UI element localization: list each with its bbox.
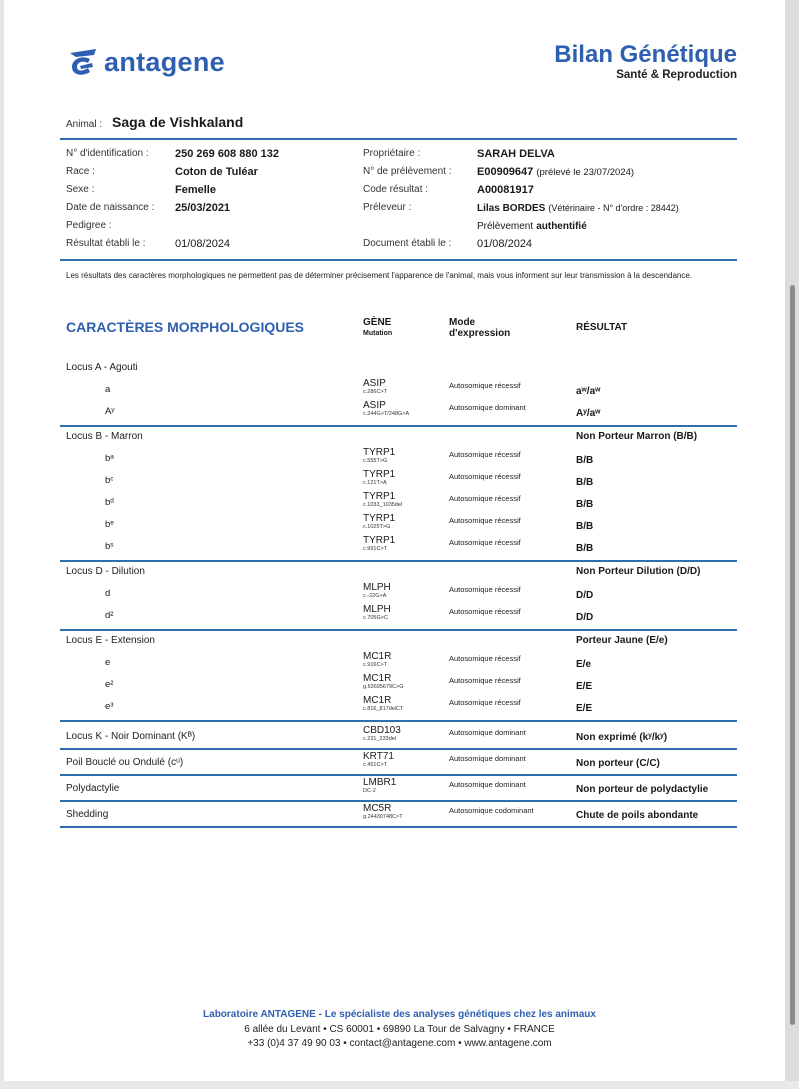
- trait-row: [60, 750, 737, 774]
- gene-cell: [363, 514, 395, 530]
- mutation-code: c.991C>T: [363, 546, 387, 552]
- expression-mode: Autosomique récessif: [449, 472, 521, 481]
- trait-row: [60, 802, 737, 826]
- expression-mode: Autosomique récessif: [449, 607, 521, 616]
- allele-row: [60, 513, 737, 535]
- disclaimer-text: Les résultats des caractères morphologiques ne permettent pas de déterminer précisement l'apparence de l'animal, mais vous informent sur leur transmission à la descendance.: [66, 271, 693, 280]
- footer-contact: +33 (0)4 37 49 90 03 • contact@antagene.com • www.antagene.com: [247, 1038, 552, 1049]
- allele-symbol: Aʸ: [105, 406, 115, 417]
- gene-name: LMBR1: [363, 777, 397, 788]
- breed-value: Coton de Tuléar: [175, 166, 258, 178]
- gene-cell: [363, 674, 404, 690]
- gene-cell: [363, 778, 396, 794]
- animal-label: Animal :: [66, 119, 103, 130]
- gene-name: MLPH: [363, 582, 391, 593]
- gene-name: MC5R: [363, 803, 392, 814]
- gene-cell: [363, 470, 395, 486]
- divider: [60, 560, 737, 562]
- trait-name: Poil Bouclé ou Ondulé (cᵘ): [66, 757, 184, 768]
- expression-mode: Autosomique récessif: [449, 381, 521, 390]
- gene-name: KRT71: [363, 751, 394, 762]
- allele-result: B/B: [576, 521, 594, 532]
- doc-date-label: Document établi le :: [363, 238, 452, 249]
- locus-name: Locus A - Agouti: [66, 362, 138, 373]
- gene-cell: [363, 696, 403, 712]
- brand-logo: [66, 44, 225, 80]
- breed-label: Race :: [66, 166, 95, 177]
- mutation-code: c.231_233del: [363, 736, 397, 742]
- expression-mode: Autosomique récessif: [449, 585, 521, 594]
- viewer-frame-bottom: [0, 1081, 799, 1089]
- locus-header-row: [60, 360, 737, 378]
- result-date-label: Résultat établi le :: [66, 238, 146, 249]
- allele-row: [60, 378, 737, 400]
- gene-name: TYRP1: [363, 513, 396, 524]
- allele-result: B/B: [576, 543, 594, 554]
- allele-result: D/D: [576, 590, 594, 601]
- gene-name: TYRP1: [363, 469, 396, 480]
- mutation-code: c.451C>T: [363, 762, 387, 768]
- expression-mode: Autosomique récessif: [449, 698, 521, 707]
- identity-row: [66, 184, 736, 202]
- trait-name: Locus K - Noir Dominant (Kᴮ): [66, 731, 196, 742]
- animal-name-line: [66, 114, 243, 130]
- divider: [60, 425, 737, 427]
- allele-row: [60, 400, 737, 422]
- mutation-code: g.63695679C>G: [363, 684, 404, 690]
- locus-header-row: [60, 564, 737, 582]
- allele-row: [60, 582, 737, 604]
- document-subtitle: Santé & Reproduction: [616, 69, 737, 81]
- locus-result: Porteur Jaune (E/e): [576, 635, 668, 646]
- auth-status: authentifié: [536, 221, 587, 232]
- gene-header-label: GÈNE: [363, 317, 392, 328]
- trait-result: Non porteur (C/C): [576, 758, 660, 769]
- allele-symbol: bᵃ: [105, 453, 114, 464]
- expression-mode: Autosomique récessif: [449, 516, 521, 525]
- trait-result: Non porteur de polydactylie: [576, 784, 709, 795]
- expression-mode: Autosomique récessif: [449, 654, 521, 663]
- trait-result: Non exprimé (kʸ/kʸ): [576, 732, 668, 743]
- allele-symbol: bᵉ: [105, 519, 114, 530]
- allele-symbol: d: [105, 588, 111, 599]
- locus-header-row: [60, 633, 737, 651]
- expression-mode: Autosomique dominant: [449, 403, 526, 412]
- id-label: N° d'identification :: [66, 148, 149, 159]
- column-header-result: RÉSULTAT: [576, 322, 628, 333]
- gene-cell: [363, 536, 395, 552]
- gene-cell: [363, 448, 395, 464]
- gene-cell: [363, 492, 402, 508]
- owner-label: Propriétaire :: [363, 148, 421, 159]
- mutation-code: c.1025T>G: [363, 524, 391, 530]
- auth-prefix: Prélèvement: [477, 221, 534, 232]
- allele-row: [60, 651, 737, 673]
- allele-row: [60, 469, 737, 491]
- allele-result: B/B: [576, 455, 594, 466]
- gene-name: TYRP1: [363, 491, 396, 502]
- allele-row: [60, 447, 737, 469]
- locus-header-row: [60, 429, 737, 447]
- trait-row: [60, 724, 737, 748]
- gene-cell: [363, 379, 387, 395]
- trait-result: Chute de poils abondante: [576, 810, 699, 821]
- mutation-code: c.916C>T: [363, 662, 387, 668]
- identity-row: [66, 202, 736, 220]
- allele-result: D/D: [576, 612, 594, 623]
- expression-mode: Autosomique récessif: [449, 494, 521, 503]
- sampler-label: Préleveur :: [363, 202, 412, 213]
- allele-symbol: bˢ: [105, 541, 114, 552]
- gene-cell: [363, 652, 391, 668]
- mutation-header-label: Mutation: [363, 330, 393, 337]
- gene-name: TYRP1: [363, 447, 396, 458]
- allele-result: B/B: [576, 477, 594, 488]
- allele-result: Aʸ/aʷ: [576, 408, 601, 419]
- mutation-code: c.286C>T: [363, 389, 387, 395]
- sex-value: Femelle: [175, 184, 216, 196]
- trait-row: [60, 776, 737, 800]
- pedigree-label: Pedigree :: [66, 220, 112, 231]
- column-header-gene: [363, 317, 392, 339]
- locus-name: Locus E - Extension: [66, 635, 155, 646]
- mutation-code: c.-22G>A: [363, 593, 387, 599]
- trait-name: Shedding: [66, 809, 109, 820]
- expression-mode: Autosomique codominant: [449, 806, 534, 815]
- footer: [0, 1008, 799, 1052]
- sample-date-note: (prélevé le 23/07/2024): [536, 167, 635, 178]
- gene-cell: [363, 583, 391, 599]
- expression-mode: Autosomique récessif: [449, 538, 521, 547]
- mutation-code: c.121T>A: [363, 480, 387, 486]
- mutation-code: g.24430748C>T: [363, 814, 403, 820]
- mutation-code: c.1033_1035del: [363, 502, 403, 508]
- divider: [60, 259, 737, 261]
- sampler-name: Lilas BORDES: [477, 203, 546, 214]
- gene-name: CBD103: [363, 725, 401, 736]
- gene-cell: [363, 752, 394, 768]
- gene-name: ASIP: [363, 400, 386, 411]
- allele-row: [60, 673, 737, 695]
- authentication-group: [477, 220, 587, 232]
- gene-name: MC1R: [363, 673, 392, 684]
- allele-row: [60, 695, 737, 717]
- sample-value-group: [477, 166, 634, 178]
- expression-mode: Autosomique récessif: [449, 676, 521, 685]
- allele-result: E/e: [576, 659, 592, 670]
- locus-result: Non Porteur Dilution (D/D): [576, 566, 701, 577]
- footer-address: 6 allée du Levant • CS 60001 • 69890 La Tour de Salvagny • FRANCE: [244, 1023, 555, 1035]
- locus-result: Non Porteur Marron (B/B): [576, 431, 698, 442]
- divider: [60, 720, 737, 722]
- allele-row: [60, 604, 737, 626]
- sex-label: Sexe :: [66, 184, 95, 195]
- code-label: Code résultat :: [363, 184, 429, 195]
- expression-mode: Autosomique dominant: [449, 728, 526, 737]
- gene-cell: [363, 804, 403, 820]
- allele-row: [60, 491, 737, 513]
- brand-name: antagene: [104, 46, 225, 77]
- gene-name: MC1R: [363, 651, 392, 662]
- gene-name: MC1R: [363, 695, 392, 706]
- mode-header-line2: d'expression: [449, 328, 511, 339]
- footer-lab-line: Laboratoire ANTAGENE - Le spécialiste des analyses génétiques chez les animaux: [203, 1009, 596, 1020]
- allele-symbol: d²: [105, 610, 114, 621]
- gene-cell: [363, 605, 391, 621]
- allele-symbol: bᶜ: [105, 475, 114, 486]
- birthdate-value: 25/03/2021: [175, 202, 231, 214]
- identity-row: [66, 238, 736, 256]
- owner-value: SARAH DELVA: [477, 148, 555, 160]
- gene-cell: [363, 401, 409, 417]
- trait-name: Polydactylie: [66, 783, 120, 794]
- mutation-code: c.816_817delCT: [363, 706, 404, 712]
- identity-row: [66, 220, 736, 238]
- allele-result: E/E: [576, 681, 593, 692]
- gene-name: TYRP1: [363, 535, 396, 546]
- divider: [60, 138, 737, 140]
- result-date-value: 01/08/2024: [175, 238, 231, 250]
- mode-header-line1: Mode: [449, 317, 476, 328]
- allele-symbol: e³: [105, 701, 114, 712]
- allele-row: [60, 535, 737, 557]
- allele-symbol: bᵈ: [105, 497, 114, 508]
- locus-name: Locus D - Dilution: [66, 566, 145, 577]
- divider: [60, 826, 737, 828]
- code-value: A00081917: [477, 184, 534, 196]
- sampler-note: (Vétérinaire - N° d'ordre : 28442): [548, 203, 679, 213]
- allele-symbol: e: [105, 657, 111, 668]
- divider: [60, 629, 737, 631]
- antagene-logo-icon: [66, 45, 100, 79]
- sample-number: E00909647: [477, 166, 534, 178]
- mutation-code: c.555T>G: [363, 458, 388, 464]
- gene-cell: [363, 726, 401, 742]
- allele-result: E/E: [576, 703, 593, 714]
- allele-symbol: a: [105, 384, 111, 395]
- id-value: 250 269 608 880 132: [175, 148, 279, 160]
- gene-name: MLPH: [363, 604, 391, 615]
- doc-date-value: 01/08/2024: [477, 238, 533, 250]
- viewer-scrollbar-thumb[interactable]: [790, 285, 795, 1025]
- allele-result: aʷ/aʷ: [576, 386, 601, 397]
- animal-name: Saga de Vishkaland: [112, 114, 244, 130]
- identity-row: [66, 166, 736, 184]
- expression-mode: Autosomique dominant: [449, 754, 526, 763]
- column-header-mode: [449, 317, 510, 339]
- gene-name: ASIP: [363, 378, 386, 389]
- allele-symbol: e²: [105, 679, 114, 690]
- birthdate-label: Date de naissance :: [66, 202, 155, 213]
- mutation-code: c.705G>C: [363, 615, 388, 621]
- expression-mode: Autosomique dominant: [449, 780, 526, 789]
- allele-result: B/B: [576, 499, 594, 510]
- document-title: Bilan Génétique: [554, 41, 737, 68]
- identity-row: [66, 148, 736, 166]
- document-title-block: [554, 42, 737, 82]
- sampler-value-group: [477, 202, 679, 214]
- mutation-code: DC-2: [363, 788, 376, 794]
- locus-name: Locus B - Marron: [66, 431, 143, 442]
- expression-mode: Autosomique récessif: [449, 450, 521, 459]
- sample-label: N° de prélèvement :: [363, 166, 452, 177]
- mutation-code: c.244G>T/248G>A: [363, 411, 410, 417]
- section-title: CARACTÈRES MORPHOLOGIQUES: [66, 319, 305, 335]
